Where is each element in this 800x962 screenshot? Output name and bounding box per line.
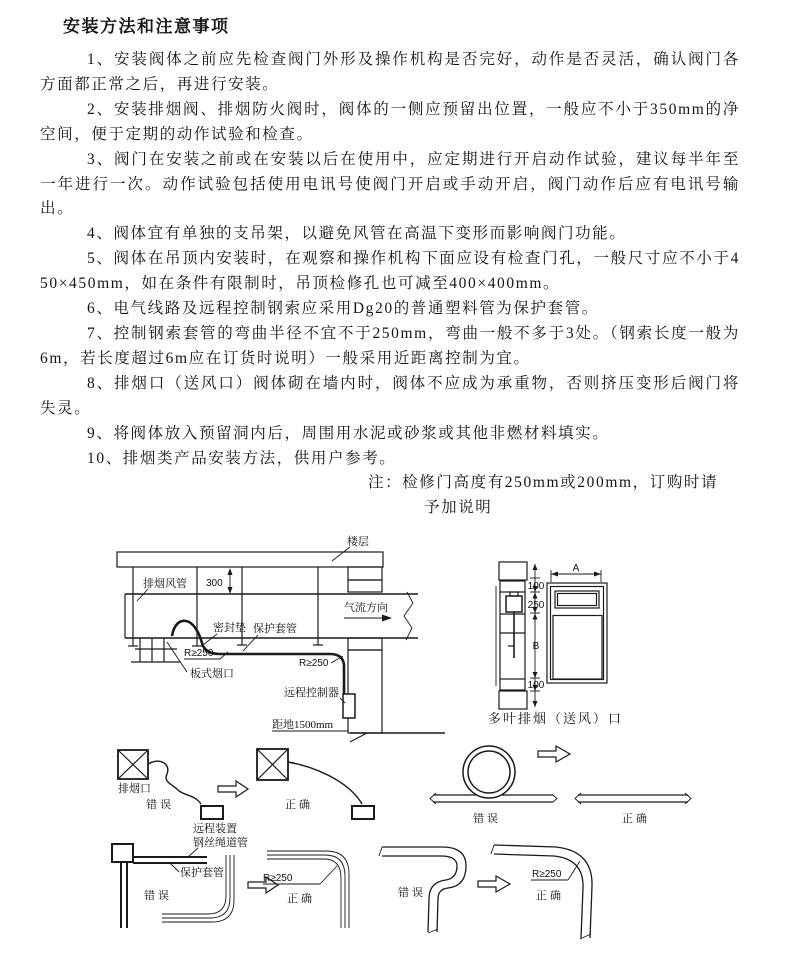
paragraph-2: 2、安装排烟阀、排烟防火阀时，阀体的一侧应预留出位置，一般应不小于350mm的净空间，便于定期的动作试验和检查。 bbox=[40, 100, 740, 143]
arrow-right-icon bbox=[538, 746, 570, 762]
wall-section bbox=[348, 567, 445, 742]
corner-correct bbox=[263, 851, 349, 928]
paragraph-9: 9、将阀体放入预留洞内后，周围用水泥或砂浆或其他非燃材料填实。 bbox=[87, 424, 610, 442]
dim-250: 250 bbox=[527, 600, 545, 611]
paragraph-1: 1、安装阀体之前应先检查阀门外形及操作机构是否完好，动作是否灵活，确认阀门各方面都正常之后，再进行安装。 bbox=[40, 51, 740, 93]
paragraph-4: 4、阀体宜有单独的支吊架，以避免风管在高温下变形而影响阀门功能。 bbox=[87, 225, 627, 243]
paragraph-10: 10、排烟类产品安装方法，供用户参考。 bbox=[87, 449, 397, 467]
paragraph-6: 6、电气线路及远程控制钢索应采用Dg20的普通塑料管为保护套管。 bbox=[87, 300, 599, 318]
louver-caption: 多叶排烟（送风）口 bbox=[488, 711, 624, 726]
sleeve-label: 保护套管 bbox=[180, 867, 224, 879]
dim-100-top: 100 bbox=[527, 581, 545, 592]
airflow-label: 气流方向 bbox=[344, 602, 388, 614]
louver-side-view bbox=[496, 562, 527, 709]
correct-label: 正确 bbox=[622, 813, 650, 825]
remote-controller-box bbox=[343, 694, 355, 718]
airflow-arrow bbox=[344, 615, 392, 622]
corner-wrong bbox=[112, 844, 234, 928]
arrow-right-icon bbox=[218, 781, 248, 797]
sbend-wrong bbox=[379, 847, 466, 933]
louver-outlet-diagram bbox=[488, 562, 623, 726]
dim-B: B bbox=[532, 641, 540, 652]
dim-A: A bbox=[572, 563, 580, 574]
paragraph-7: 7、控制钢索套管的弯曲半径不宜不于250mm，弯曲一般不多于3处。（钢索长度一般为6m，若长度超过6m应在订货时说明）一般采用近距离控制为宜。 bbox=[40, 324, 740, 367]
loop-correct bbox=[575, 793, 691, 825]
page-title: 安装方法和注意事项 bbox=[63, 17, 230, 36]
sleeve-bend-diagram bbox=[112, 844, 349, 928]
note-line-1: 注：检修门高度有250mm或200mm，订购时请 bbox=[368, 474, 719, 492]
wire-conduit-label: 钢丝绳道管 bbox=[193, 837, 248, 849]
plate-outlet-label: 板式烟口 bbox=[190, 668, 234, 680]
conduit-loop-diagram bbox=[430, 746, 691, 825]
paragraph-8: 8、排烟口（送风口）阀体砌在墙内时，阀体不应成为承重物，否则挤压变形后阀门将失灵。 bbox=[40, 374, 740, 417]
svg-text:R≥250: R≥250 bbox=[184, 648, 214, 659]
smoke-outlet-label: 排烟口 bbox=[118, 783, 151, 795]
arrow-right-icon bbox=[478, 876, 510, 892]
dimension-300 bbox=[206, 568, 233, 594]
controller-label: 远程控制器 bbox=[284, 687, 339, 699]
dim-100-bottom: 100 bbox=[527, 680, 545, 691]
loop-wrong bbox=[430, 746, 557, 825]
height-label: 距地1500mm bbox=[272, 719, 334, 731]
remote-device-label: 远程装置 bbox=[193, 823, 237, 835]
sbend-diagram bbox=[379, 845, 592, 939]
installation-section-diagram bbox=[117, 534, 445, 742]
wrong-label: 错误 bbox=[473, 813, 501, 825]
correct-label: 正确 bbox=[285, 799, 313, 811]
routing-correct bbox=[257, 749, 374, 819]
dim-300-value: 300 bbox=[206, 578, 223, 589]
wrong-label: 错误 bbox=[144, 890, 172, 902]
note-line-2: 予加说明 bbox=[424, 499, 493, 517]
louver-front-view bbox=[547, 563, 607, 683]
duct-label: 排烟风管 bbox=[143, 578, 187, 590]
wrong-label: 错误 bbox=[146, 799, 174, 811]
correct-label: 正确 bbox=[536, 890, 564, 902]
svg-text:R≥250: R≥250 bbox=[299, 658, 329, 669]
remote-device-routing-diagram bbox=[118, 749, 374, 857]
radius-label-2 bbox=[299, 656, 343, 669]
gasket-label: 密封垫 bbox=[213, 622, 246, 634]
paragraph-3: 3、阀门在安装之前或在安装以后在使用中，应定期进行开启动作试验，建议每半年至一年进行一次。动作试验包括使用电讯号使阀门开启或手动开启，阀门动作后应有电讯号输出。 bbox=[40, 150, 740, 218]
correct-label: 正确 bbox=[287, 893, 315, 905]
paragraph-5: 5、阀体在吊顶内安装时，在观察和操作机构下面应设有检查门孔，一般尺寸应不小于450×450mm，如在条件有限制时，吊顶检修孔也可减至400×400mm。 bbox=[40, 250, 740, 293]
floor-label: 楼层 bbox=[347, 536, 369, 548]
wrong-label: 错误 bbox=[398, 887, 426, 899]
routing-wrong bbox=[118, 750, 248, 857]
sbend-correct bbox=[491, 845, 592, 939]
radius-label: R≥250 bbox=[532, 869, 562, 880]
louver-dimensions bbox=[528, 564, 545, 707]
sleeve-label: 保护套管 bbox=[253, 623, 297, 635]
radius-label: R≥250 bbox=[263, 873, 293, 884]
floor-slab bbox=[117, 552, 383, 567]
